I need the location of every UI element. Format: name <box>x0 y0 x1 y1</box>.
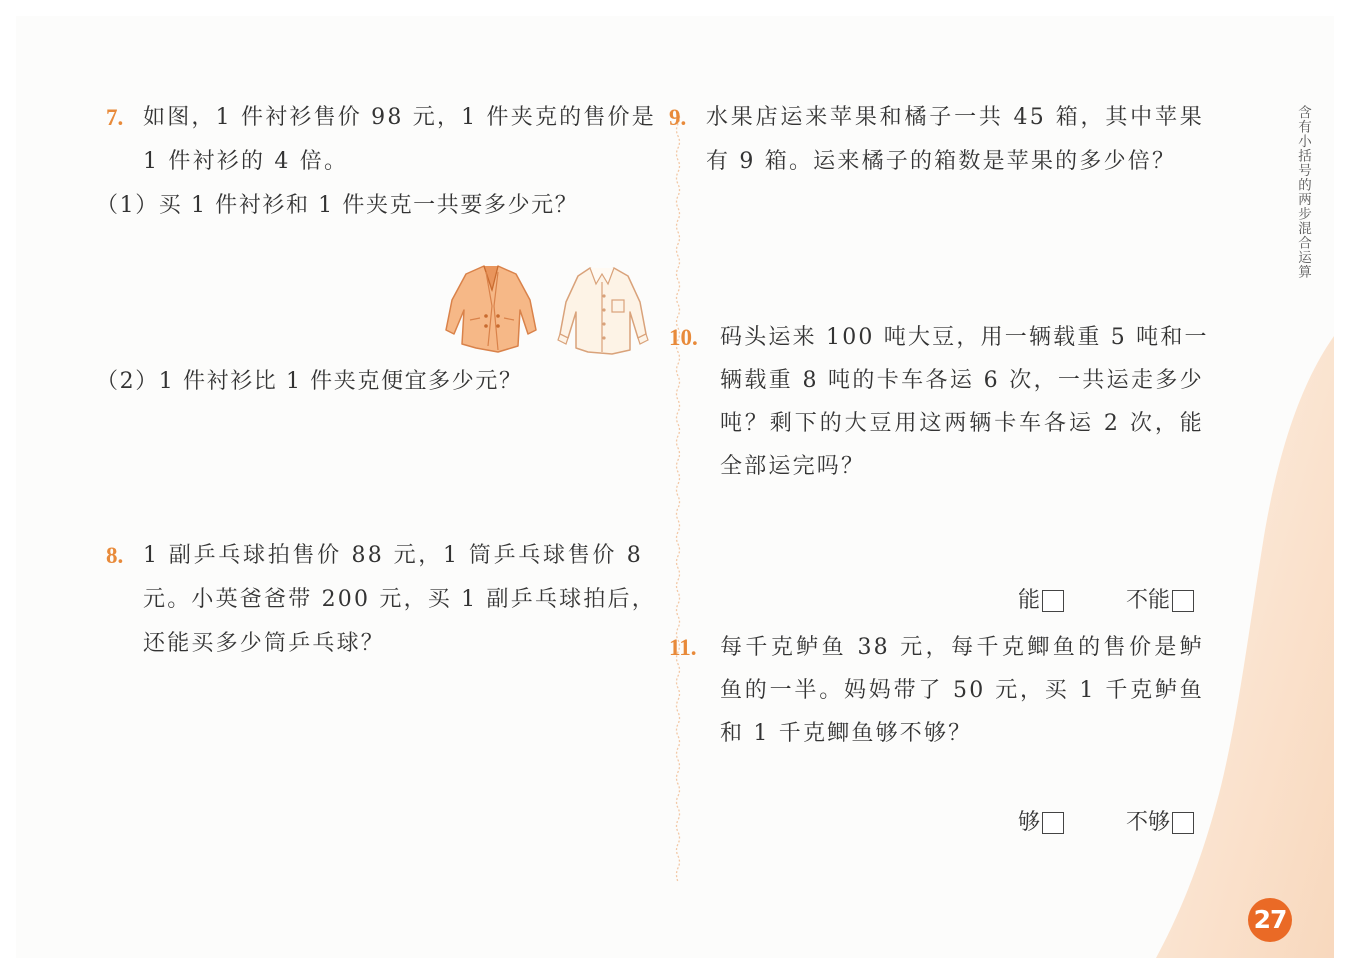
question-8-line-1-text: 1 副乒乓球拍售价 88 元，1 筒乒乓球售价 8 <box>143 543 643 568</box>
question-11-option-no[interactable] <box>1126 808 1194 838</box>
question-10-line-2-text: 辆载重 8 吨的卡车各运 6 次，一共运走多少 <box>720 368 1204 393</box>
question-10-option-yes[interactable] <box>1018 586 1064 616</box>
column-divider <box>674 112 682 882</box>
question-10-line-3-text: 吨？剩下的大豆用这两辆卡车各运 2 次，能 <box>720 411 1204 436</box>
question-10-number: 10. <box>669 325 698 350</box>
question-11-option-yes[interactable] <box>1018 808 1064 838</box>
question-9-number: 9. <box>669 105 687 130</box>
question-11-line-1 <box>720 626 1204 670</box>
question-10-line-4: 全部运完吗？ <box>720 454 866 479</box>
question-10-line-1 <box>720 316 1209 360</box>
question-10-line-1-text: 码头运来 100 吨大豆，用一辆载重 5 吨和一 <box>720 325 1209 350</box>
question-9-line-2: 有 9 箱。运来橘子的箱数是苹果的多少倍？ <box>706 149 1177 174</box>
question-8-line-1 <box>143 534 643 578</box>
clothing-illustration <box>436 260 651 360</box>
workbook-page <box>16 16 1334 958</box>
question-11-line-1-text: 每千克鲈鱼 38 元，每千克鲫鱼的售价是鲈 <box>720 635 1204 660</box>
question-7-line-1-text: 如图，1 件衬衫售价 98 元，1 件夹克的售价是 <box>143 105 656 130</box>
question-7-subquestion-1: （1）买 1 件衬衫和 1 件夹克一共要多少元？ <box>96 193 579 218</box>
question-7-subquestion-2: （2）1 件衬衫比 1 件夹克便宜多少元？ <box>96 369 523 394</box>
shirt-icon <box>558 268 648 354</box>
question-10-no-checkbox[interactable] <box>1172 590 1194 612</box>
question-8-number: 8. <box>106 543 124 568</box>
question-10-option-yes-label: 能 <box>1018 588 1041 613</box>
question-11-line-2-text: 鱼的一半。妈妈带了 50 元，买 1 千克鲈鱼 <box>720 678 1204 703</box>
question-8-line-3: 还能买多少筒乒乓球？ <box>143 631 386 656</box>
question-11-option-yes-label: 够 <box>1018 810 1041 835</box>
question-11-yes-checkbox[interactable] <box>1042 812 1064 834</box>
jacket-icon <box>446 266 536 352</box>
question-11-line-2 <box>720 669 1204 713</box>
question-10-line-3 <box>720 402 1204 446</box>
question-11-option-no-label: 不够 <box>1126 810 1171 835</box>
question-11-no-checkbox[interactable] <box>1172 812 1194 834</box>
question-10-line-2 <box>720 359 1204 403</box>
question-9-line-1 <box>706 96 1204 140</box>
question-9-line-1-text: 水果店运来苹果和橘子一共 45 箱，其中苹果 <box>706 105 1204 130</box>
question-10-yes-checkbox[interactable] <box>1042 590 1064 612</box>
section-side-label: 含有小括号的两步混合运算 <box>1295 105 1311 279</box>
question-10-option-no[interactable] <box>1126 586 1194 616</box>
question-7-line-1 <box>143 96 656 140</box>
question-8-line-2 <box>143 578 656 622</box>
question-10-option-no-label: 不能 <box>1126 588 1171 613</box>
question-7-number: 7. <box>106 105 124 130</box>
question-7-line-2: 1 件衬衫的 4 倍。 <box>143 149 349 174</box>
question-8-line-2-text: 元。小英爸爸带 200 元，买 1 副乒乓球拍后， <box>143 587 656 612</box>
question-11-line-3: 和 1 千克鲫鱼够不够？ <box>720 721 973 746</box>
page-number-badge: 27 <box>1248 898 1292 942</box>
question-11-number: 11. <box>669 635 697 660</box>
